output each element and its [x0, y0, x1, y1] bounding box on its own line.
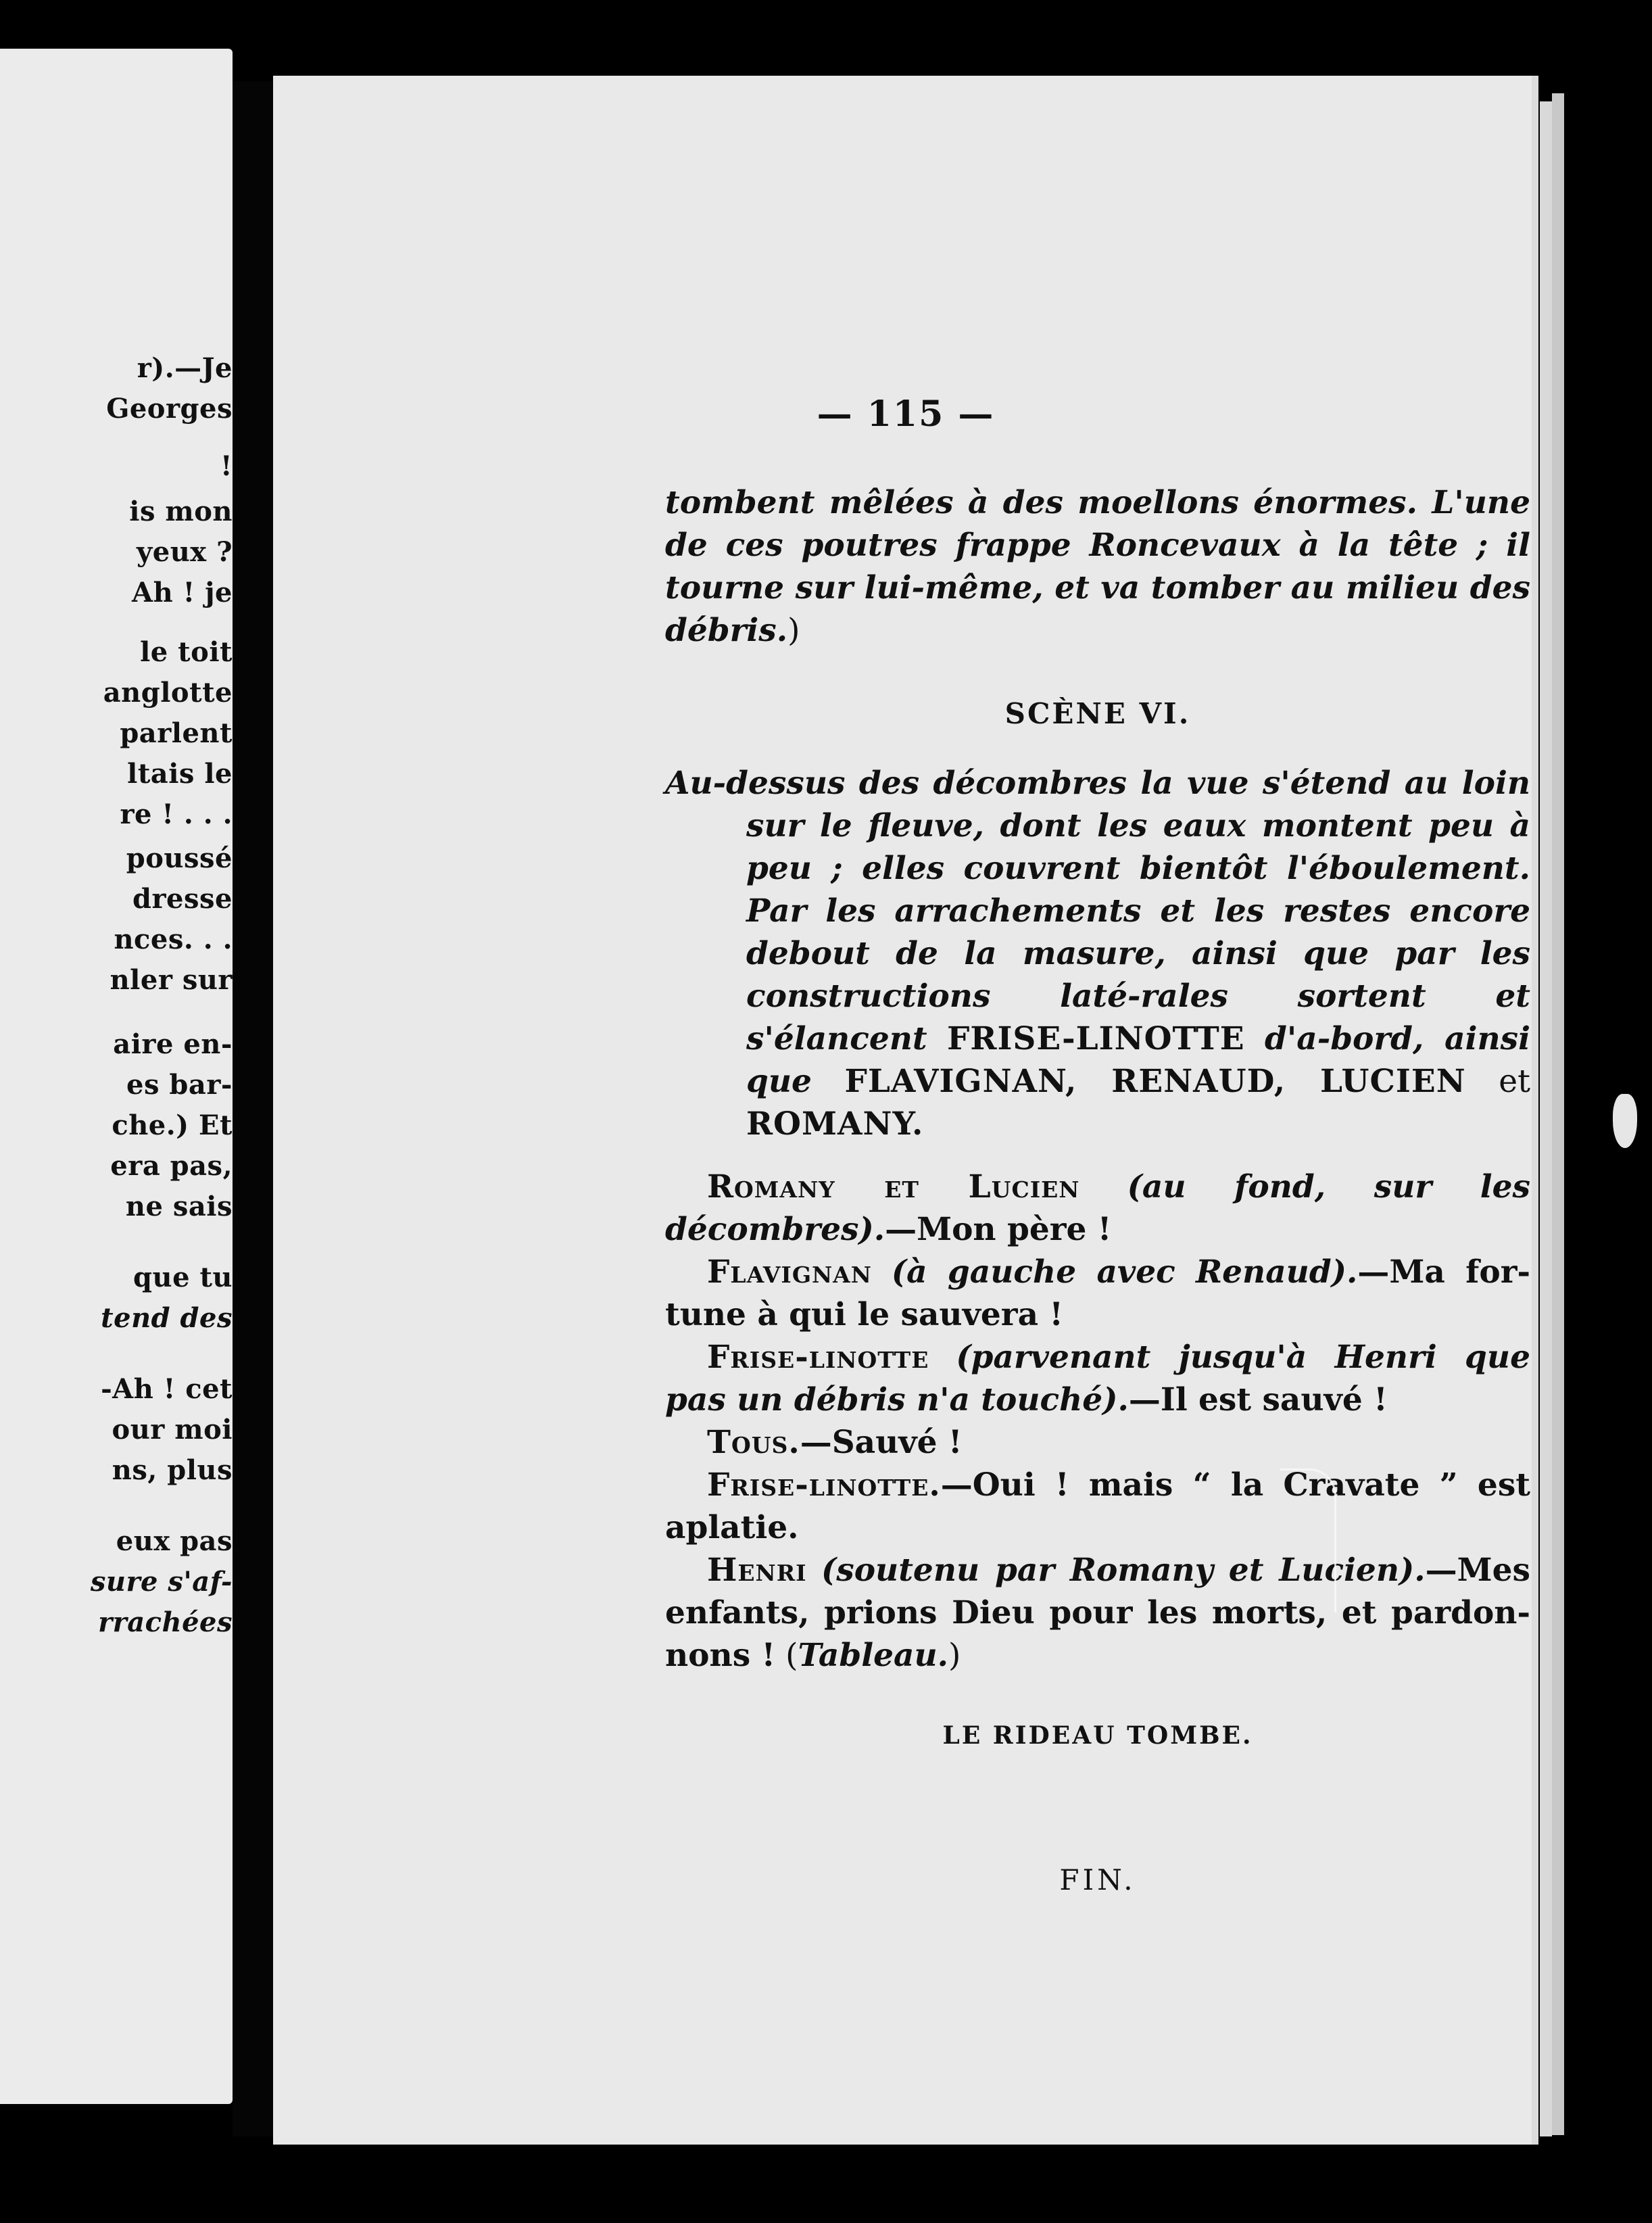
speaker-name: Tous. [707, 1424, 800, 1461]
dialogue-line [665, 1251, 1530, 1336]
speaker-name: Romany et Lucien [707, 1168, 1080, 1205]
left-page-line: anglotte [103, 677, 233, 709]
left-page-line: que tu [133, 1262, 233, 1293]
opening-line-2: ces poutres frappe Roncevaux à la tête ; il tourne [665, 527, 1530, 606]
left-page-fragment [0, 49, 233, 2104]
stage-name-romany: ROMANY. [746, 1105, 924, 1143]
left-page-line: Georges [106, 393, 233, 425]
left-page-line: le toit [140, 636, 233, 668]
speaker-name: Flavignan [707, 1253, 872, 1291]
stage-direction-a: Au-dessus des décombres la vue s'étend au loin sur le fleuve, dont les eaux montent peu à peu ; elles couvrent bientôt l'éboulement. Par les arrachements et les restes encore debout de la masure, ainsi que par les constructions laté-rales sortent et s'élancent [665, 765, 1530, 1057]
opening-line-1: tombent mêlées à des moellons énormes. [665, 484, 1417, 521]
left-page-line: poussé [126, 842, 233, 874]
left-page-line: nces. . . [114, 924, 233, 955]
left-page-line: ne sais [125, 1191, 233, 1222]
left-page-text [0, 49, 233, 2104]
left-page-line: our moi [112, 1414, 233, 1445]
right-page [273, 76, 1538, 2145]
page-edge-back [1552, 93, 1564, 2135]
blot-mark [1613, 1094, 1637, 1148]
left-page-line: ltais le [127, 758, 233, 790]
left-page-line: sure s'af- [90, 1566, 233, 1598]
left-page-line: eux pas [116, 1525, 233, 1557]
dialogue-line [665, 1549, 1530, 1677]
left-page-line: Ah ! je [132, 577, 233, 608]
speech-text: —Oui ! mais “ la Cravate ” est aplatie. [665, 1466, 1530, 1546]
stage-et: et [1499, 1063, 1530, 1100]
left-page-line: yeux ? [137, 536, 233, 568]
speaker-name: Frise-linotte [707, 1339, 929, 1376]
stage-name-frise: FRISE-LINOTTE [947, 1020, 1245, 1057]
stage-names: FLAVIGNAN, RENAUD, LUCIEN [844, 1063, 1466, 1100]
left-page-line: es bar- [126, 1069, 233, 1101]
speech-text: —Ma for-tune à qui le sauvera ! [665, 1253, 1530, 1333]
left-page-line: rrachées [98, 1606, 233, 1638]
stage-direction-inline: (soutenu par Romany et Lucien). [821, 1552, 1426, 1589]
end-marker: FIN. [1059, 1863, 1136, 1896]
page-number: — 115 — [817, 393, 995, 435]
stage-direction-b: d'a-bord, ainsi que [746, 1020, 1530, 1100]
scene-heading: SCÈNE VI. [1004, 697, 1191, 730]
speech-text: —Mes enfants, prions Dieu pour les morts, et pardon-nons ! [665, 1552, 1530, 1674]
left-page-line: is mon [129, 496, 233, 527]
left-page-line: tend des [101, 1302, 233, 1334]
left-page-line: -Ah ! cet [101, 1373, 233, 1405]
left-page-line: ns, plus [112, 1454, 233, 1486]
tableau-direction: Tableau. [798, 1637, 948, 1674]
paren-close: ) [948, 1637, 961, 1674]
left-page-line: dresse [132, 883, 233, 915]
scratch-mark [1280, 1468, 1336, 1612]
dialogue-line [665, 1336, 1530, 1421]
speech-text: —Sauvé ! [800, 1424, 963, 1461]
opening-line-1b: L'une de [665, 484, 1530, 564]
stage-direction-inline: (parvenant jusqu'à Henri que pas un débris n'a touché). [665, 1339, 1530, 1418]
left-page-line: r).—Je [137, 352, 233, 384]
paren-open: ( [785, 1637, 798, 1674]
dialogue-line [665, 1464, 1530, 1549]
left-page-line: parlent [120, 717, 233, 749]
left-page-line: ! [220, 450, 233, 482]
dialogue-line [665, 1421, 1530, 1464]
left-page-line: aire en- [113, 1028, 233, 1060]
stage-direction-inline: (à gauche avec Renaud). [891, 1253, 1358, 1291]
page-body [665, 481, 1530, 1901]
dialogue-line [665, 1166, 1530, 1251]
left-page-line: re ! . . . [120, 798, 233, 830]
dialogue [665, 1166, 1530, 1677]
speech-text: —Mon père ! [885, 1211, 1112, 1248]
opening-close: ) [787, 612, 800, 649]
speaker-name: Frise-linotte. [707, 1466, 941, 1504]
page-edge [1540, 101, 1552, 2136]
book-spine [233, 81, 274, 2136]
curtain-line: LE RIDEAU TOMBE. [942, 1721, 1253, 1750]
opening-paragraph [665, 481, 1530, 652]
left-page-line: era pas, [110, 1150, 233, 1182]
speaker-name: Henri [707, 1552, 807, 1589]
left-page-line: nler sur [110, 964, 233, 996]
speech-text: —Il est sauvé ! [1128, 1381, 1388, 1418]
opening-line-3: sur lui-même, et va tomber au milieu des débris. [665, 569, 1530, 649]
stage-direction [665, 762, 1530, 1145]
left-page-line: che.) Et [112, 1109, 233, 1141]
stage-direction-inline: (au fond, sur les décombres). [665, 1168, 1530, 1248]
